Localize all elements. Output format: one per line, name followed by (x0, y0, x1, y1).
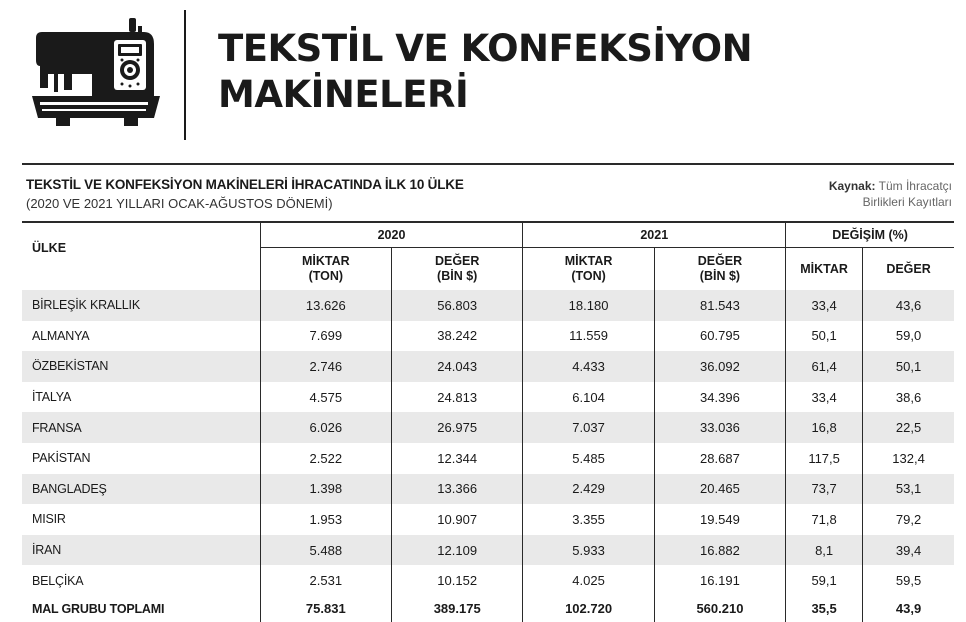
table-row (22, 321, 954, 352)
col-header-change-qty: MİKTAR (786, 248, 863, 291)
cell-2020-qty: 6.026 (260, 412, 391, 443)
export-table (22, 223, 954, 622)
cell-change-qty: 33,4 (786, 290, 863, 321)
cell-2021-val: 19.549 (654, 504, 785, 535)
cell-change-qty: 50,1 (786, 321, 863, 352)
col-header-2021: 2021 (523, 223, 786, 248)
cell-2020-qty: 7.699 (260, 321, 391, 352)
country-cell: MISIR (32, 512, 66, 527)
country-cell: PAKİSTAN (32, 451, 91, 466)
cell-2021-qty: 5.485 (523, 443, 654, 474)
cell-2021-val: 16.191 (654, 565, 785, 596)
total-change-qty: 35,5 (786, 596, 863, 622)
val-label: DEĞER (697, 254, 743, 268)
cell-change-qty: 16,8 (786, 412, 863, 443)
table-row (22, 290, 954, 321)
qty-label: MİKTAR (564, 254, 613, 268)
cell-2020-qty: 1.953 (260, 504, 391, 535)
cell-change-val: 59,0 (863, 321, 954, 352)
cell-2020-qty: 4.575 (260, 382, 391, 413)
table-title: TEKSTİL VE KONFEKSİYON MAKİNELERİ İHRACATINDA İLK 10 ÜLKE (26, 177, 464, 192)
table-row (22, 535, 954, 566)
table-row (22, 504, 954, 535)
cell-2020-val: 10.152 (392, 565, 523, 596)
cell-2020-val: 13.366 (392, 474, 523, 505)
total-2020-qty: 75.831 (260, 596, 391, 622)
cell-change-val: 38,6 (863, 382, 954, 413)
cell-2020-qty: 2.522 (260, 443, 391, 474)
cell-2021-qty: 7.037 (523, 412, 654, 443)
total-2021-val: 560.210 (654, 596, 785, 622)
total-change-val: 43,9 (863, 596, 954, 622)
cell-change-val: 22,5 (863, 412, 954, 443)
col-header-2020: 2020 (260, 223, 523, 248)
table-row (22, 443, 954, 474)
cell-change-val: 39,4 (863, 535, 954, 566)
table-row (22, 565, 954, 596)
cell-2020-val: 38.242 (392, 321, 523, 352)
country-cell: BELÇİKA (32, 573, 84, 588)
cell-change-val: 132,4 (863, 443, 954, 474)
total-2020-val: 389.175 (392, 596, 523, 622)
cell-2021-val: 60.795 (654, 321, 785, 352)
cell-change-val: 79,2 (863, 504, 954, 535)
country-cell: FRANSA (22, 412, 260, 443)
cell-2020-val: 56.803 (392, 290, 523, 321)
cell-2020-qty: 2.746 (260, 351, 391, 382)
cell-change-val: 53,1 (863, 474, 954, 505)
cell-2020-val: 12.344 (392, 443, 523, 474)
country-cell: İTALYA (32, 390, 72, 405)
cell-change-qty: 33,4 (786, 382, 863, 413)
val-label: DEĞER (434, 254, 480, 268)
col-header-change-val: DEĞER (863, 248, 954, 291)
cell-2020-qty: 2.531 (260, 565, 391, 596)
cell-2020-val: 24.043 (392, 351, 523, 382)
table-subtitle: (2020 VE 2021 YILLARI OCAK-AĞUSTOS DÖNEMİ) (26, 196, 333, 211)
cell-2021-qty: 11.559 (523, 321, 654, 352)
total-label: MAL GRUBU TOPLAMI (22, 596, 260, 622)
section-rule (22, 163, 954, 165)
total-2021-qty: 102.720 (523, 596, 654, 622)
cell-change-qty: 59,1 (786, 565, 863, 596)
page-title-line-1: TEKSTİL VE KONFEKSİYON (218, 27, 753, 70)
cell-2021-val: 16.882 (654, 535, 785, 566)
val-unit: (BİN $) (437, 269, 478, 283)
col-header-2021-val (654, 248, 785, 291)
cell-2021-val: 28.687 (654, 443, 785, 474)
col-header-change: DEĞİŞİM (%) (786, 223, 954, 248)
col-header-2020-val (392, 248, 523, 291)
cell-change-qty: 8,1 (786, 535, 863, 566)
total-row (22, 596, 954, 622)
cell-change-qty: 73,7 (786, 474, 863, 505)
source-label: Kaynak: (828, 179, 876, 193)
source-note (829, 178, 952, 210)
qty-unit: (TON) (571, 269, 606, 283)
cell-2021-qty: 6.104 (523, 382, 654, 413)
cell-change-val: 50,1 (863, 351, 954, 382)
cell-change-qty: 117,5 (786, 443, 863, 474)
source-line-2: Birlikleri Kayıtları (862, 195, 952, 209)
col-header-country: ÜLKE (32, 241, 67, 255)
table-row (22, 382, 954, 413)
cell-2021-val: 81.543 (654, 290, 785, 321)
cell-2021-val: 36.092 (654, 351, 785, 382)
cell-2021-qty: 4.025 (523, 565, 654, 596)
cell-2020-val: 10.907 (392, 504, 523, 535)
cell-2020-qty: 5.488 (260, 535, 391, 566)
cell-2020-val: 24.813 (392, 382, 523, 413)
cell-2020-val: 26.975 (392, 412, 523, 443)
cell-change-qty: 61,4 (786, 351, 863, 382)
val-unit: (BİN $) (699, 269, 741, 283)
cell-2020-qty: 1.398 (260, 474, 391, 505)
country-cell: BİRLEŞİK KRALLIK (22, 290, 260, 321)
cell-change-val: 59,5 (863, 565, 954, 596)
col-header-2020-qty (260, 248, 391, 291)
country-cell: İRAN (22, 535, 260, 566)
cell-2021-qty: 2.429 (523, 474, 654, 505)
country-cell: ALMANYA (32, 328, 90, 343)
page-title-line-2: MAKİNELERİ (218, 73, 469, 116)
cell-2021-val: 34.396 (654, 382, 785, 413)
cell-2021-qty: 4.433 (523, 351, 654, 382)
cell-2020-qty: 13.626 (260, 290, 391, 321)
country-cell: ÖZBEKİSTAN (22, 351, 260, 382)
header-divider (184, 10, 186, 140)
country-cell: BANGLADEŞ (22, 474, 260, 505)
qty-unit: (TON) (308, 269, 344, 283)
cell-2021-val: 20.465 (654, 474, 785, 505)
col-header-2021-qty (523, 248, 654, 291)
cell-2021-qty: 5.933 (523, 535, 654, 566)
cell-2020-val: 12.109 (392, 535, 523, 566)
table-row (22, 351, 954, 382)
table-row (22, 474, 954, 505)
cell-2021-qty: 3.355 (523, 504, 654, 535)
table-row (22, 412, 954, 443)
cell-change-qty: 71,8 (786, 504, 863, 535)
cell-2021-qty: 18.180 (523, 290, 654, 321)
source-line-1: Tüm İhracatçı (878, 179, 952, 193)
sewing-machine-icon (26, 14, 166, 134)
page-title (218, 26, 752, 118)
cell-change-val: 43,6 (863, 290, 954, 321)
cell-2021-val: 33.036 (654, 412, 785, 443)
qty-label: MİKTAR (301, 254, 350, 268)
